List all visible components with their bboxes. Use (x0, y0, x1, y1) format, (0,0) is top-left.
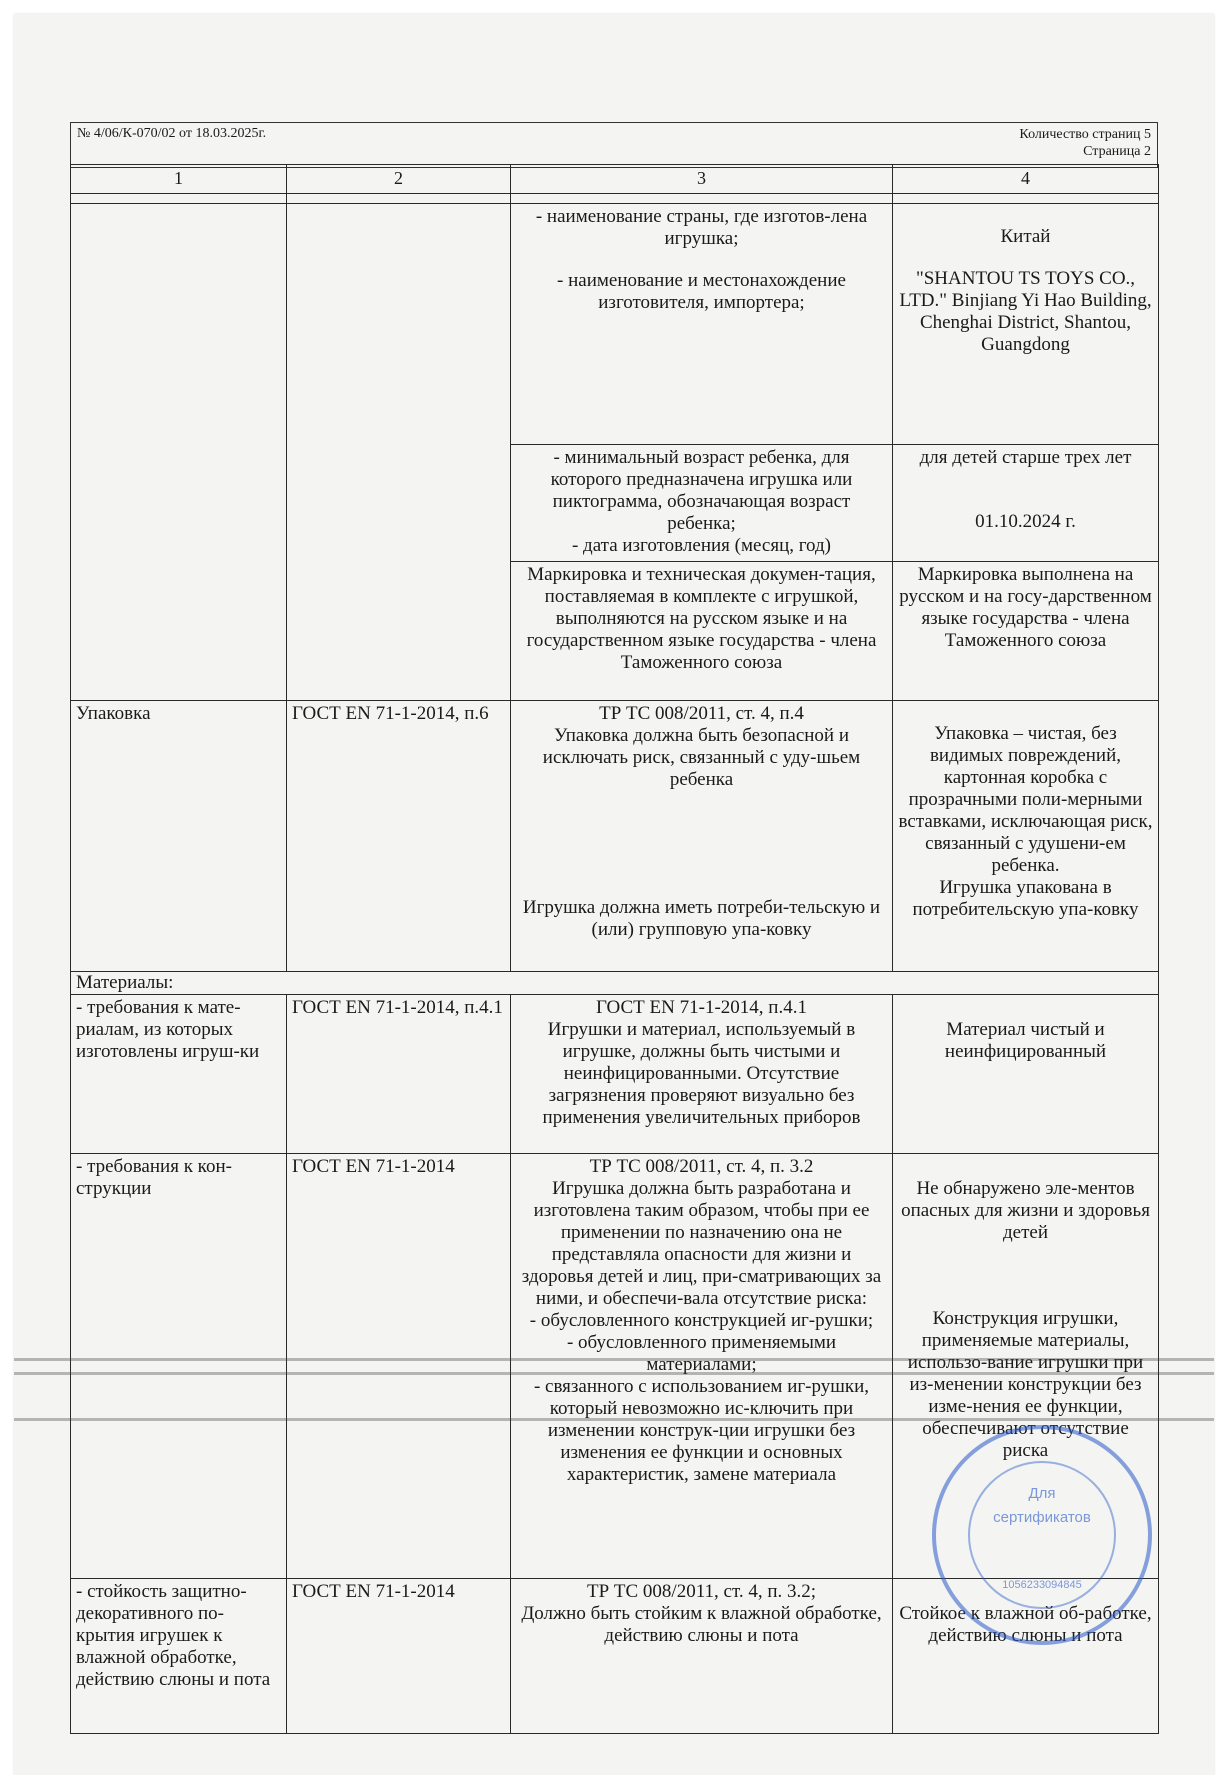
cell-empty (71, 204, 287, 701)
page-current: Страница 2 (1083, 144, 1151, 159)
requirement-text: Упаковка должна быть безопасной и исключать риск, связанный с уду-шьем ребенка (542, 725, 861, 790)
requirement-text: - наименование и местонахождение изготовителя, импортера; (557, 270, 846, 313)
result-text: Стойкое к влажной об-работке, действию слюны и пота (899, 1603, 1152, 1646)
scan-artifact-line (14, 1418, 1214, 1421)
requirement-text: - обусловленного конструкцией иг-рушки; (529, 1310, 874, 1331)
indicator-cell: Упаковка (71, 701, 287, 972)
table-row (71, 995, 1159, 1154)
requirement-text: - обусловленного применяемыми материалами; (566, 1332, 837, 1375)
result-cell (893, 204, 1159, 445)
result-text: Материал чистый и неинфицированный (944, 1019, 1107, 1062)
requirement-text: Должно быть стойким к влажной обработке, действию слюны и пота (521, 1603, 882, 1646)
requirement-ref: ТР ТС 008/2011, ст. 4, п. 3.2; (586, 1581, 817, 1602)
stamp-text: 1056233094845 (1002, 1579, 1082, 1591)
column-number: 2 (287, 165, 511, 194)
requirement-text: Игрушка должна иметь потреби-тельскую и (или) групповую упа-ковку (522, 897, 881, 940)
requirement-cell (511, 1154, 893, 1579)
result-cell (893, 995, 1159, 1154)
requirement-ref: ТР ТС 008/2011, ст. 4, п. 3.2 (589, 1156, 814, 1177)
result-cell (893, 701, 1159, 972)
requirement-cell (511, 445, 893, 562)
document-number: № 4/06/К-070/02 от 18.03.2025г. (77, 126, 267, 141)
column-number: 3 (511, 165, 893, 194)
requirement-cell (511, 701, 893, 972)
column-number: 4 (893, 165, 1159, 194)
requirement-cell (511, 995, 893, 1154)
stamp-text: Для (1028, 1485, 1056, 1502)
requirement-ref: ГОСТ EN 71-1-2014, п.4.1 (596, 997, 807, 1018)
document-header (70, 122, 1158, 168)
standard-cell: ГОСТ EN 71-1-2014, п.6 (287, 701, 511, 972)
column-number-row (71, 165, 1159, 194)
requirement-text: - дата изготовления (месяц, год) (571, 535, 832, 556)
pages-total: Количество страниц 5 (1019, 127, 1151, 142)
indicator-cell: - требования к мате-риалам, из которых изготовлены игруш-ки (71, 995, 287, 1154)
result-text: Игрушка упакована в потребительскую упа-ковку (912, 877, 1139, 920)
section-row (71, 972, 1159, 995)
requirement-text: - наименование страны, где изготов-лена игрушка; (535, 206, 868, 249)
result-text: "SHANTOU TS TOYS CO., LTD." Binjiang Yi Hao Building, Chenghai District, Shantou, Guangdong (899, 268, 1152, 355)
standard-cell: ГОСТ EN 71-1-2014 (287, 1154, 511, 1579)
requirement-cell: Маркировка и техническая докумен-тация, поставляемая в комплекте с игрушкой, выполняются на русском языке и на государственном языке государства - члена Таможенного союза (511, 562, 893, 701)
page-counter (1019, 126, 1151, 160)
scan-artifact-line (14, 1358, 1214, 1361)
result-text: Упаковка – чистая, без видимых повреждений, картонная коробка с прозрачными поли-мерными вставками, исключающая риск, связанный с удушени-ем ребенка. (898, 723, 1153, 876)
section-title: Материалы: (71, 972, 1159, 995)
cell-empty (287, 204, 511, 701)
scan-artifact-line (14, 1372, 1214, 1375)
result-text: Китай (1000, 226, 1051, 247)
result-text: Конструкция игрушки, применяемые материалы, использо-вание игрушки при из-менении конструкции без изме-нения ее функции, обеспечивают отсутствие риска (907, 1308, 1144, 1461)
requirement-text: - связанного с использованием иг-рушки, который невозможно ис-ключить при изменении конструк-ции игрушки без изменения ее функции и основных характеристик, замене материала (533, 1376, 870, 1485)
standard-cell: ГОСТ EN 71-1-2014, п.4.1 (287, 995, 511, 1154)
column-number: 1 (71, 165, 287, 194)
requirement-cell (511, 1579, 893, 1734)
requirement-text: - минимальный возраст ребенка, для которого предназначена игрушка или пиктограмма, обозначающая возраст ребенка; (550, 447, 853, 534)
result-text: Не обнаружено эле-ментов опасных для жизни и здоровья детей (901, 1178, 1150, 1243)
standard-cell: ГОСТ EN 71-1-2014 (287, 1579, 511, 1734)
requirement-ref: ТР ТС 008/2011, ст. 4, п.4 (599, 703, 804, 724)
requirement-cell (511, 204, 893, 445)
stamp-text: сертификатов (993, 1509, 1091, 1526)
requirement-text: Игрушки и материал, используемый в игрушке, должны быть чистыми и неинфицированными. Отсутствие загрязнения проверяют визуально без применения увеличительных приборов (542, 1019, 861, 1128)
indicator-cell: - требования к кон-струкции (71, 1154, 287, 1579)
organization-stamp (932, 1425, 1152, 1645)
result-text: для детей старше трех лет (919, 447, 1132, 468)
requirement-text: Игрушка должна быть разработана и изготовлена таким образом, чтобы при ее применении по назначению она не представляла опасности для жизни и здоровья детей и лиц, при-сматривающих за ними, и обеспечи-вала отсутствие риска: (521, 1178, 882, 1309)
table-row (71, 204, 1159, 445)
table-row (71, 701, 1159, 972)
result-cell: Маркировка выполнена на русском и на госу-дарственном языке государства - члена Таможенного союза (893, 562, 1159, 701)
result-text: 01.10.2024 г. (975, 511, 1076, 532)
result-cell (893, 445, 1159, 562)
indicator-cell: - стойкость защитно-декоративного по-крытия игрушек к влажной обработке, действию слюны и пота (71, 1579, 287, 1734)
